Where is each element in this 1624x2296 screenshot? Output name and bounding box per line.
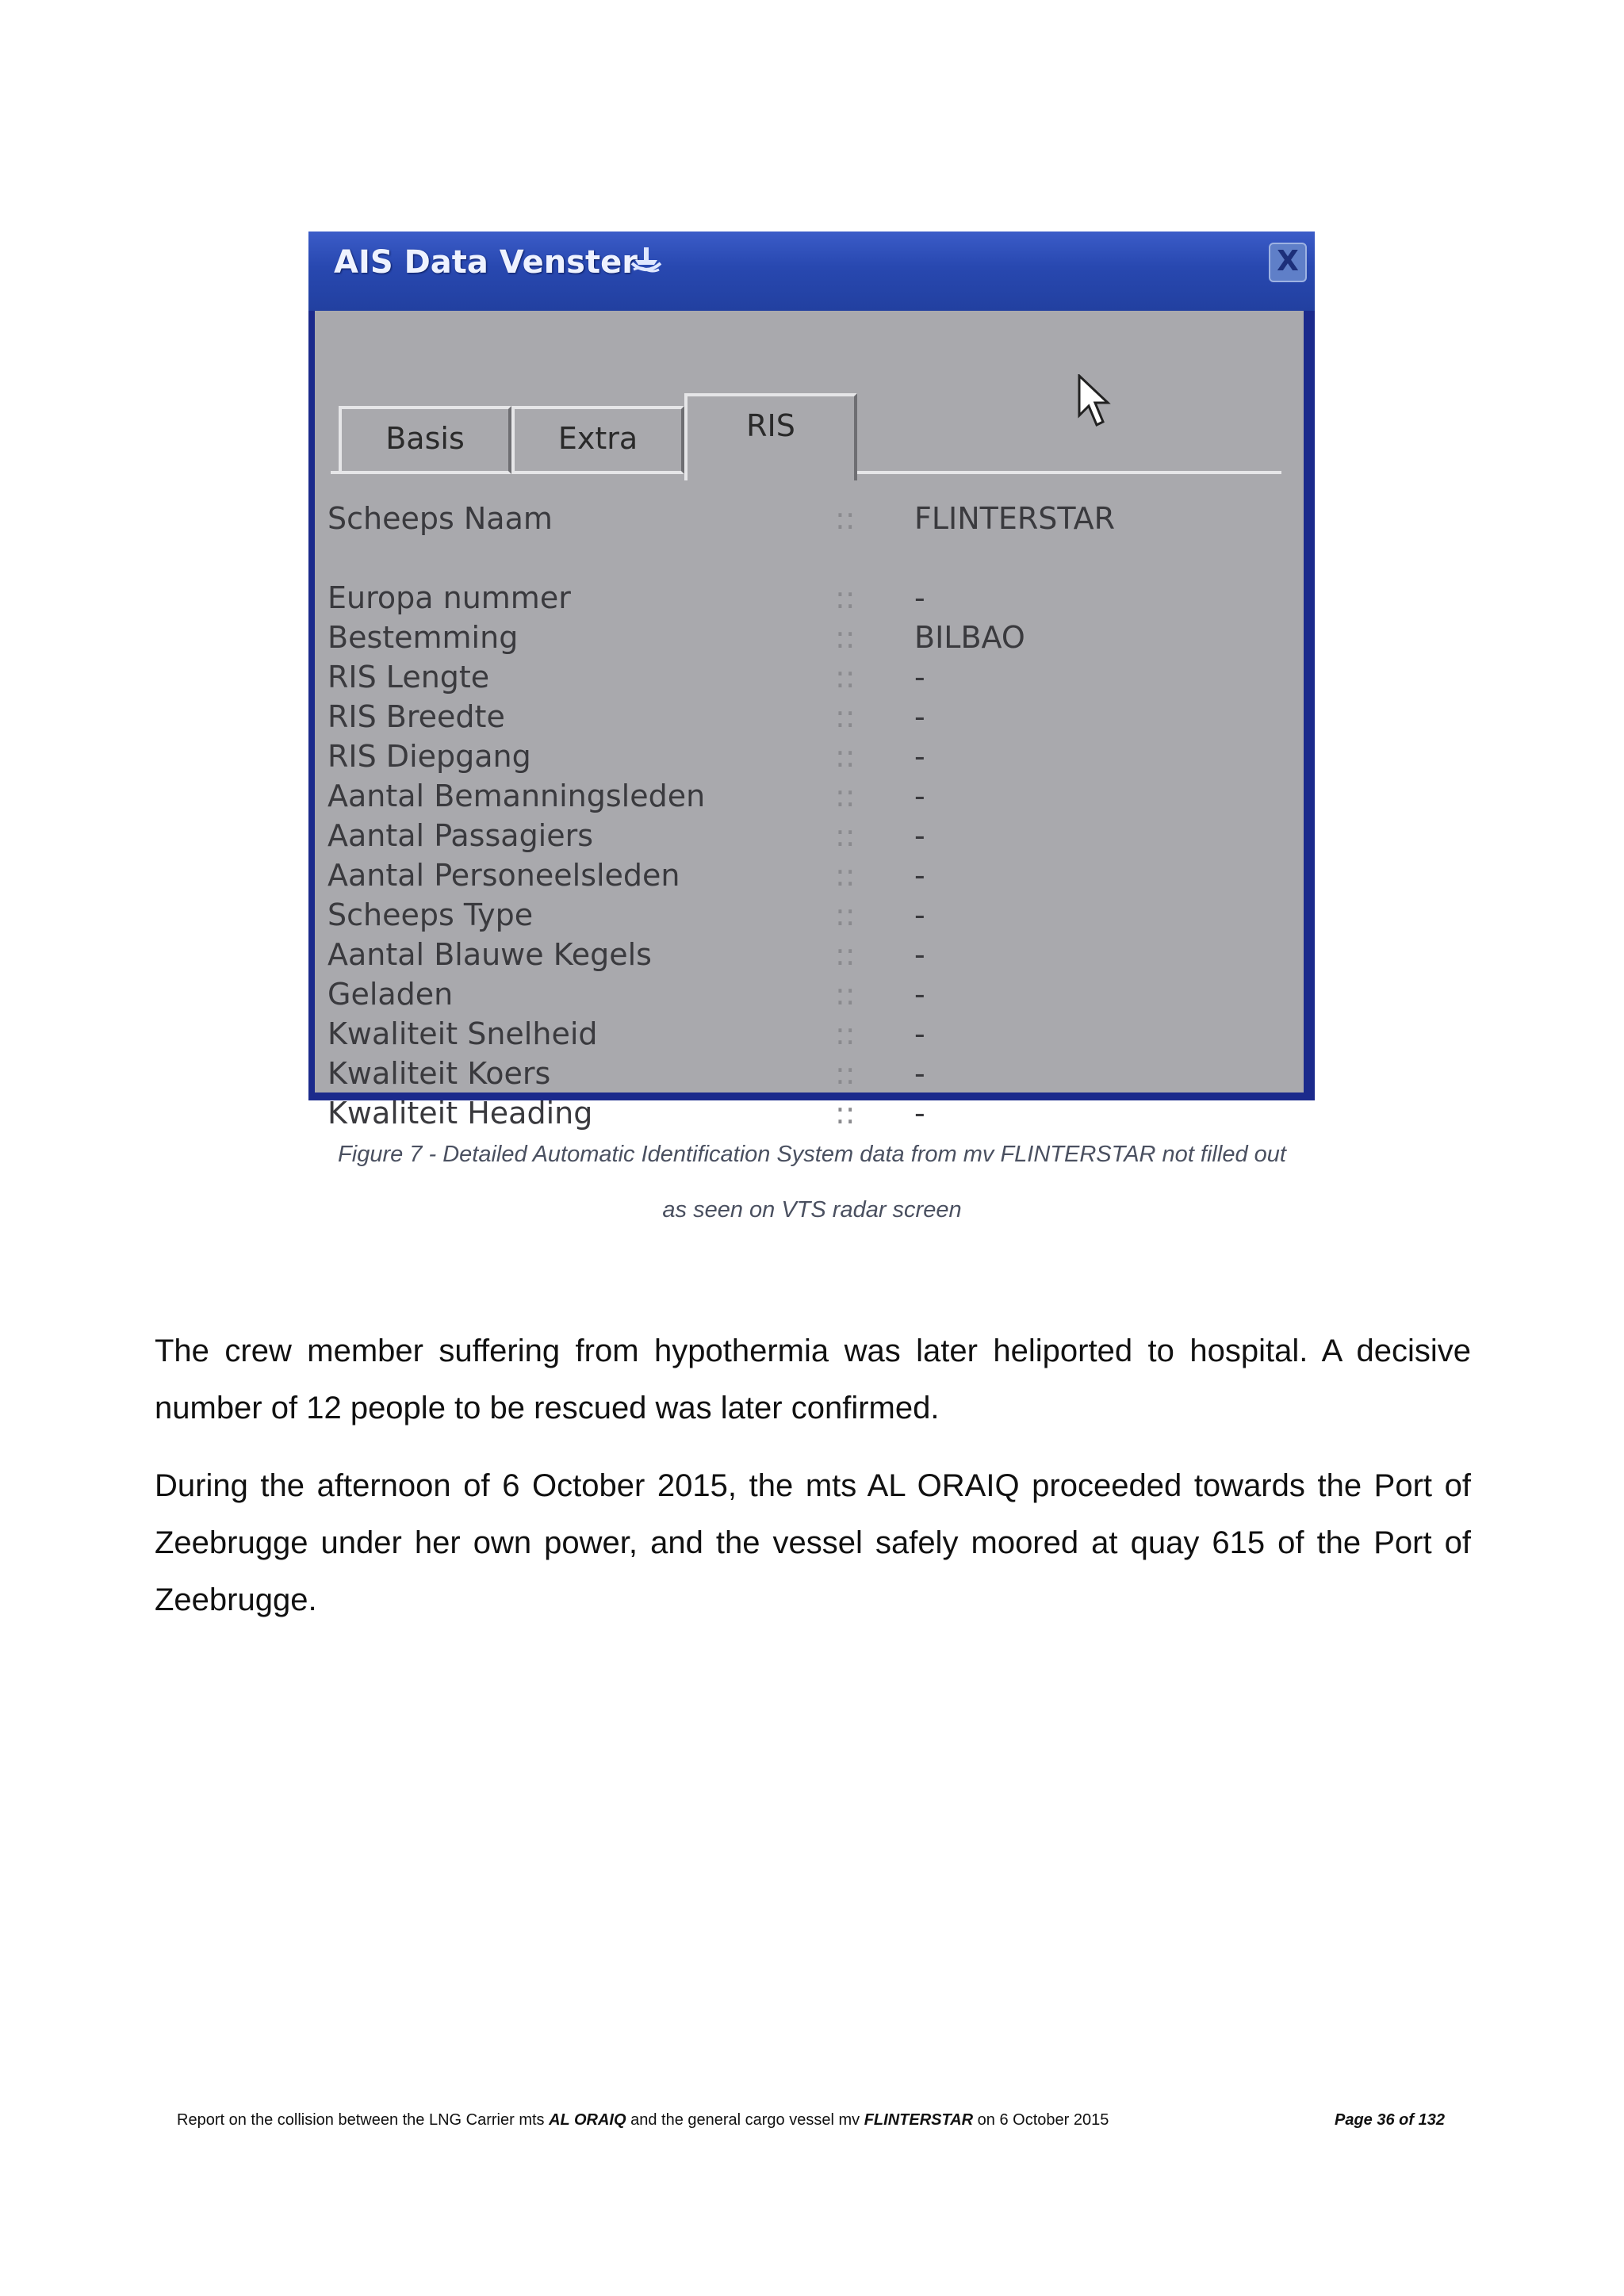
field-label: Bestemming [327, 620, 519, 655]
field-value: - [914, 779, 925, 813]
footer-ship-name: AL ORAIQ [549, 2111, 626, 2129]
field-separator: :: [835, 858, 856, 893]
mouse-cursor-icon [1076, 374, 1113, 430]
field-value: BILBAO [914, 620, 1025, 655]
body-paragraph: During the afternoon of 6 October 2015, the mts AL ORAIQ proceeded towards the Port of Zeebrugge under her own power, and the vessel safely moored at quay 615 of the Port of Zeebrugge. [155, 1468, 1471, 1617]
footer-text: Report on the collision between the LNG Carrier mts [177, 2111, 550, 2129]
field-label: Aantal Blauwe Kegels [327, 937, 652, 972]
field-label: Europa nummer [327, 580, 571, 615]
window-body [315, 311, 1304, 1131]
field-separator: :: [835, 699, 856, 734]
field-row [327, 580, 1279, 620]
field-row [327, 1016, 1279, 1056]
field-label: Kwaliteit Koers [327, 1056, 551, 1091]
field-value: - [914, 858, 925, 893]
field-label: Aantal Personeelsleden [327, 858, 680, 893]
field-value: - [914, 580, 925, 615]
field-row [327, 977, 1279, 1016]
field-value: - [914, 1016, 925, 1051]
field-separator: :: [835, 660, 856, 695]
field-separator: :: [835, 580, 856, 615]
field-row [327, 620, 1279, 660]
field-label: Aantal Bemanningsleden [327, 779, 706, 813]
figure-caption-line-1: Figure 7 - Detailed Automatic Identification System data from mv FLINTERSTAR not filled out [338, 1142, 1286, 1167]
tab-divider [857, 471, 1281, 474]
field-separator: :: [835, 501, 856, 536]
field-row [327, 858, 1279, 897]
page-number: Page 36 of 132 [1335, 2111, 1445, 2129]
figure-caption-line-2: as seen on VTS radar screen [662, 1197, 962, 1223]
field-row [327, 897, 1279, 937]
field-row [327, 779, 1279, 818]
field-row [327, 699, 1279, 739]
field-row [327, 818, 1279, 858]
field-label: Scheeps Naam [327, 501, 553, 536]
field-row [327, 1096, 1279, 1135]
field-row [327, 660, 1279, 699]
field-value: FLINTERSTAR [914, 501, 1116, 536]
field-value: - [914, 977, 925, 1012]
field-row [327, 937, 1279, 977]
field-row [327, 739, 1279, 779]
field-label: RIS Breedte [327, 699, 505, 734]
field-separator: :: [835, 1096, 856, 1131]
field-value: - [914, 1096, 925, 1131]
field-label: RIS Lengte [327, 660, 490, 695]
window-title: AIS Data Venster [334, 244, 638, 281]
footer-ship-name: FLINTERSTAR [864, 2111, 974, 2129]
tab-basis[interactable]: Basis [339, 406, 511, 474]
footer-text: on 6 October 2015 [973, 2111, 1109, 2129]
field-value: - [914, 739, 925, 774]
field-value: - [914, 818, 925, 853]
tab-extra[interactable]: Extra [511, 406, 684, 474]
field-separator: :: [835, 977, 856, 1012]
field-value: - [914, 660, 925, 695]
field-label: Geladen [327, 977, 454, 1012]
field-label: Aantal Passagiers [327, 818, 594, 853]
field-label: Kwaliteit Heading [327, 1096, 593, 1131]
footer-text: and the general cargo vessel mv [626, 2111, 864, 2129]
field-separator: :: [835, 739, 856, 774]
field-value: - [914, 897, 925, 932]
field-value: - [914, 937, 925, 972]
footer-report-title [177, 2111, 1109, 2130]
field-row [327, 1056, 1279, 1096]
field-separator: :: [835, 937, 856, 972]
field-separator: :: [835, 897, 856, 932]
field-value: - [914, 699, 925, 734]
field-row [327, 501, 1279, 541]
field-separator: :: [835, 779, 856, 813]
body-paragraph: The crew member suffering from hypothermia was later heliported to hospital. A decisive number of 12 people to be rescued was later confirmed. [155, 1334, 1471, 1425]
field-separator: :: [835, 1016, 856, 1051]
field-separator: :: [835, 818, 856, 853]
field-label: Kwaliteit Snelheid [327, 1016, 598, 1051]
tab-ris[interactable]: RIS [684, 393, 857, 480]
window-titlebar [308, 232, 1315, 311]
field-separator: :: [835, 620, 856, 655]
ais-data-window [308, 232, 1315, 1131]
field-value: - [914, 1056, 925, 1091]
field-label: Scheeps Type [327, 897, 534, 932]
close-button[interactable]: X [1269, 243, 1307, 282]
field-label: RIS Diepgang [327, 739, 531, 774]
ship-icon [627, 241, 665, 279]
field-separator: :: [835, 1056, 856, 1091]
